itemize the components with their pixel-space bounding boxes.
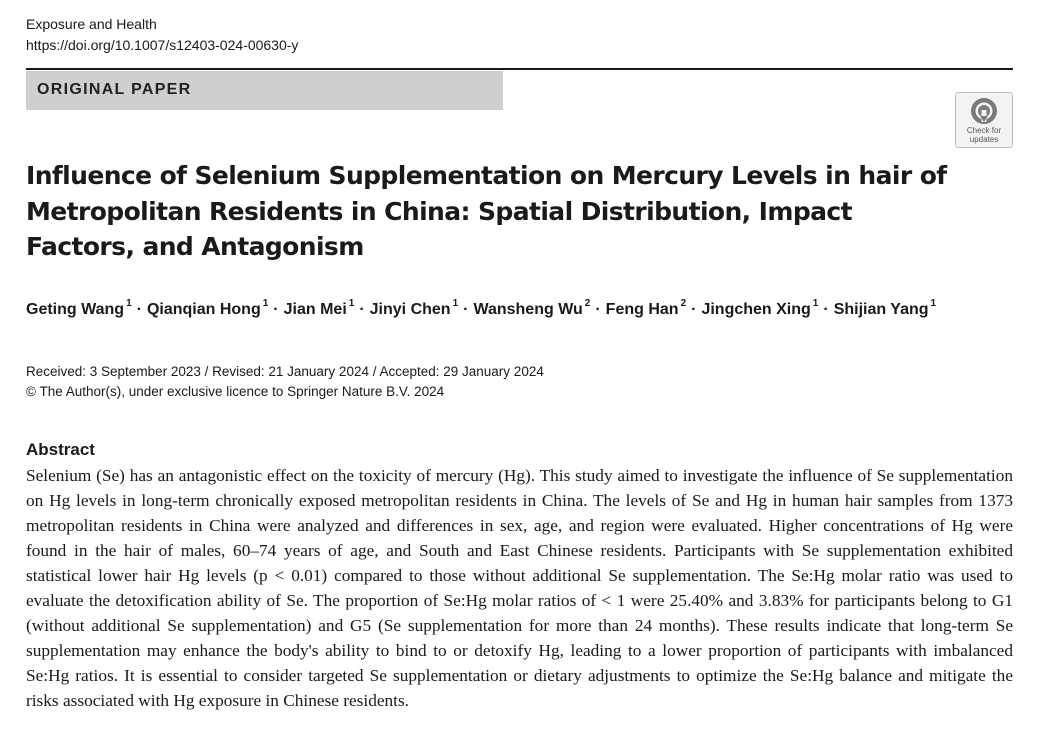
author-name[interactable] (283, 298, 355, 319)
author-name-text: Geting Wang (26, 301, 125, 319)
author-name[interactable] (369, 298, 459, 319)
header-divider (26, 68, 1013, 70)
author-separator: · (136, 301, 142, 319)
affiliation-marker[interactable]: 1 (262, 298, 269, 309)
affiliation-marker[interactable]: 1 (348, 298, 355, 309)
affiliation-marker[interactable]: 1 (812, 298, 819, 309)
article-type-band (26, 71, 503, 110)
article-type-label: ORIGINAL PAPER (37, 81, 192, 98)
publication-dates (26, 362, 544, 402)
author-separator: · (359, 301, 365, 319)
abstract-text: Selenium (Se) has an antagonistic effect on the toxicity of mercury (Hg). This study aimed to investigate the influence of Se supplementation on Hg levels in long-term chronically exposed metropolitan residents in China. The levels of Se and Hg in human hair samples from 1373 metropolitan residents in China were analyzed and differences in sex, age, and region were evaluated. Higher concentrations of Hg were found in the hair of males, 60–74 years of age, and South and East Chinese residents. Participants with Se supplementation exhibited statistical lower hair Hg levels (p < 0.01) compared to those without additional Se supplementation. The Se:Hg molar ratio was used to evaluate the detoxification ability of Se. The proportion of Se:Hg molar ratios of < 1 were 25.40% and 3.83% for participants belong to G1 (without additional Se supplementation) and G5 (Se supplementation for more than 24 months). These results indicate that long-term Se supplementation may enhance the body's ability to bind to or detoxify Hg, leading to a lower proportion of participants with imbalanced Se:Hg ratios. It is essential to consider targeted Se supplementation or dietary adjustments to optimize the Se:Hg balance and mitigate the risks associated with Hg exposure in Chinese residents. (26, 466, 1013, 710)
date-history: Received: 3 September 2023 / Revised: 21 January 2024 / Accepted: 29 January 2024 (26, 364, 544, 379)
doi-link[interactable]: https://doi.org/10.1007/s12403-024-00630-y (26, 37, 299, 53)
copyright-line: © The Author(s), under exclusive licence to Springer Nature B.V. 2024 (26, 384, 445, 399)
affiliation-marker[interactable]: 2 (584, 298, 591, 309)
paper-title: Influence of Selenium Supplementation on Mercury Levels in hair of Metropolitan Residents in China: Spatial Distribution, Impact Factors, and Antagonism (26, 161, 947, 261)
author-name[interactable] (146, 298, 269, 319)
author-name-text: Jinyi Chen (369, 301, 451, 319)
check-for-updates-button[interactable] (955, 92, 1013, 148)
author-name[interactable] (701, 298, 819, 319)
affiliation-marker[interactable]: 1 (452, 298, 459, 309)
journal-name: Exposure and Health (26, 16, 157, 32)
author-separator: · (823, 301, 829, 319)
author-name-text: Feng Han (605, 301, 679, 319)
author-name-text: Qianqian Hong (146, 301, 261, 319)
journal-header (26, 14, 298, 56)
author-separator: · (595, 301, 601, 319)
affiliation-marker[interactable]: 2 (680, 298, 687, 309)
author-list (26, 300, 936, 319)
check-for-updates-icon (969, 96, 999, 126)
author-name-text: Shijian Yang (833, 301, 929, 319)
author-name-text: Jingchen Xing (701, 301, 811, 319)
affiliation-marker[interactable]: 1 (930, 298, 937, 309)
author-name[interactable] (605, 298, 687, 319)
author-name[interactable] (833, 298, 937, 319)
author-separator: · (273, 301, 279, 319)
author-separator: · (463, 301, 469, 319)
check-for-updates-label: Check for updates (966, 126, 1002, 144)
author-name-text: Jian Mei (283, 301, 347, 319)
abstract-heading: Abstract (26, 440, 95, 459)
author-name[interactable] (473, 298, 591, 319)
author-name[interactable] (26, 298, 132, 319)
author-separator: · (691, 301, 697, 319)
affiliation-marker[interactable]: 1 (126, 298, 132, 309)
author-name-text: Wansheng Wu (473, 301, 583, 319)
